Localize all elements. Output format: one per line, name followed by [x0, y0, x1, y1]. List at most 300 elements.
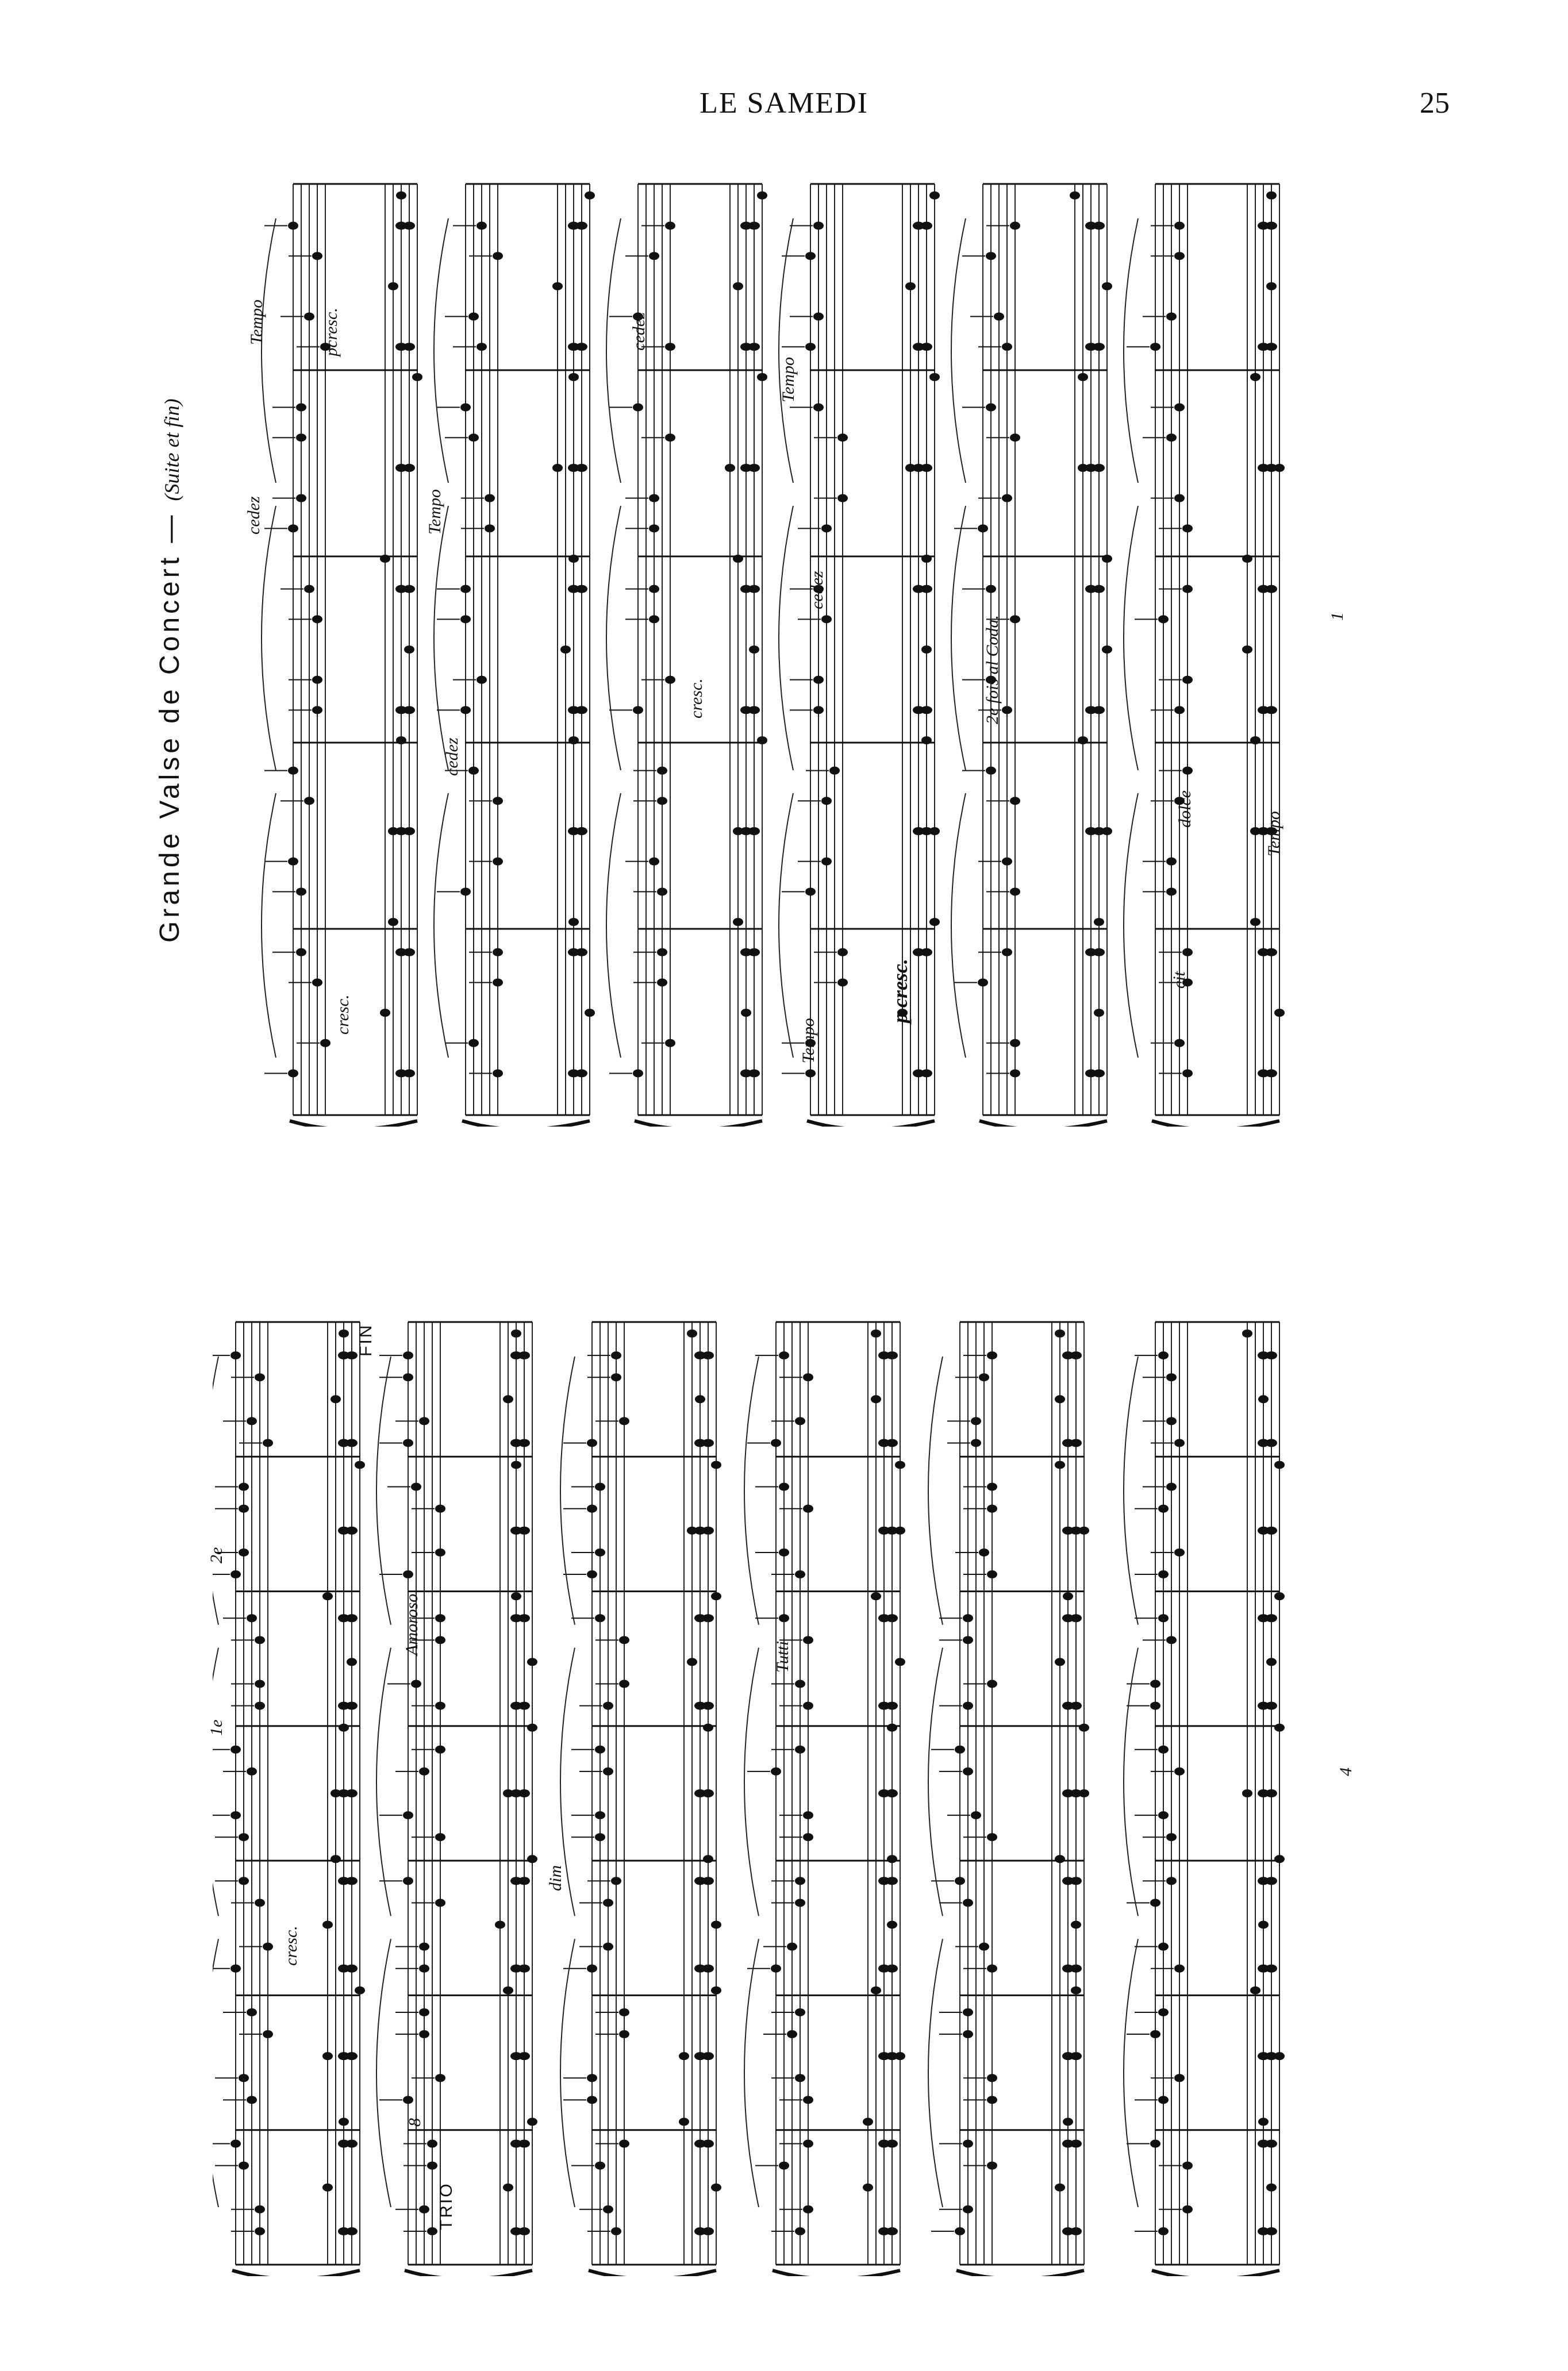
coda-instruction: 2e fois al Coda. [983, 614, 1002, 724]
bass-chord-note [886, 1965, 898, 1973]
notehead [435, 1833, 445, 1841]
notehead [603, 2205, 613, 2214]
notehead [255, 1899, 265, 1907]
notehead [1166, 1636, 1177, 1644]
bass-chord-note [1266, 1702, 1277, 1710]
bass-chord-note [346, 1614, 358, 1622]
bass-chord-note [1070, 2052, 1082, 2060]
notehead [837, 948, 848, 956]
notehead [657, 767, 667, 775]
notehead [611, 1351, 621, 1359]
grand-staff [376, 1322, 537, 2276]
notehead [1158, 1570, 1169, 1578]
tempo-mark: Tempo [247, 299, 266, 345]
bass-chord-note [576, 464, 587, 472]
notehead [987, 1483, 997, 1491]
bass-chord-note [346, 1351, 358, 1359]
bass-chord-note [702, 1702, 714, 1710]
notehead [987, 2074, 997, 2082]
notehead [255, 1702, 265, 1710]
notehead [1166, 887, 1177, 896]
notehead [595, 1833, 605, 1841]
fingering-mark: 1 [1328, 612, 1347, 621]
notehead [1182, 585, 1193, 593]
notehead [1010, 615, 1020, 623]
notehead [230, 1570, 241, 1578]
dynamic-mark: dim [546, 1865, 565, 1891]
notehead [955, 2227, 965, 2235]
notehead [355, 1986, 365, 1995]
piece-title-main: Grande Valse de Concert — [155, 512, 185, 943]
notehead [929, 918, 940, 926]
cedez-mark: cedez [244, 496, 263, 535]
notehead [427, 2227, 437, 2235]
notehead [1174, 494, 1185, 502]
notehead [1158, 615, 1169, 623]
notehead [711, 1461, 721, 1469]
bass-chord-note [1266, 1614, 1277, 1622]
notehead [619, 2030, 629, 2038]
bass-chord-note [886, 2140, 898, 2148]
notehead [312, 676, 322, 684]
notehead [255, 1636, 265, 1644]
notehead [435, 1505, 445, 1513]
notehead [403, 1351, 413, 1359]
bass-chord-note [702, 1527, 714, 1535]
notehead [603, 1943, 613, 1951]
phrase-slur [928, 1356, 943, 1625]
notehead [633, 706, 643, 714]
notehead [296, 948, 306, 956]
bass-chord-note [886, 1527, 898, 1535]
notehead [493, 1069, 503, 1077]
notehead [821, 615, 832, 623]
phrase-slur [434, 506, 448, 770]
bass-chord-note [1266, 1069, 1277, 1077]
notehead [568, 373, 579, 381]
notehead [665, 676, 675, 684]
notehead [239, 1877, 249, 1885]
notehead [987, 1351, 997, 1359]
notehead [803, 1811, 813, 1819]
bass-chord-note [702, 1877, 714, 1885]
notehead [1182, 767, 1193, 775]
notehead [1182, 2205, 1193, 2214]
notehead [733, 555, 743, 563]
notehead [1266, 282, 1277, 290]
bass-chord-note [1266, 2052, 1277, 2060]
notehead [711, 2184, 721, 2192]
notehead [979, 1373, 989, 1381]
notehead [468, 1039, 479, 1047]
notehead [230, 1811, 241, 1819]
bass-chord-note [518, 1614, 530, 1622]
notehead [568, 555, 579, 563]
notehead [239, 2074, 249, 2082]
bass-chord-note [1266, 2140, 1277, 2148]
grand-staff [1124, 184, 1285, 1127]
phrase-slur [213, 1939, 218, 2207]
notehead [1094, 918, 1104, 926]
bass-chord-note [1070, 1965, 1082, 1973]
system-brace [589, 2270, 716, 2276]
notehead [435, 1636, 445, 1644]
volta-first: 1e [207, 1719, 226, 1736]
notehead [1063, 2118, 1073, 2126]
notehead [1250, 918, 1260, 926]
bass-chord-note [1266, 2227, 1277, 2235]
notehead [296, 887, 306, 896]
notehead [687, 1658, 697, 1666]
bass-chord-note [886, 2052, 898, 2060]
notehead [1150, 1680, 1160, 1688]
notehead [511, 1592, 521, 1600]
notehead [978, 978, 988, 986]
notehead [476, 676, 487, 684]
bass-chord-note [1070, 1702, 1082, 1710]
notehead [230, 1351, 241, 1359]
notehead [795, 1570, 805, 1578]
notehead [871, 1395, 881, 1403]
notehead [1002, 706, 1012, 714]
notehead [994, 313, 1004, 321]
notehead [1102, 645, 1112, 654]
phrase-slur [1124, 793, 1138, 1058]
notehead [493, 978, 503, 986]
grand-staff [560, 1322, 721, 2276]
tempo-mark: Tempo [799, 1018, 818, 1063]
dynamic-mark: cresc. [333, 994, 352, 1035]
bass-chord-note [1266, 1877, 1277, 1885]
phrase-slur [606, 218, 621, 483]
notehead [339, 2118, 349, 2126]
notehead [1266, 2184, 1277, 2192]
bass-chord-note [1266, 1527, 1277, 1535]
notehead [320, 1039, 330, 1047]
bass-chord-note [921, 222, 932, 230]
notehead [679, 2118, 689, 2126]
bass-chord-note [576, 222, 587, 230]
notehead [795, 2227, 805, 2235]
notehead [485, 494, 495, 502]
notehead [987, 1965, 997, 1973]
notehead [230, 1965, 241, 1973]
notehead [987, 1505, 997, 1513]
notehead [404, 645, 414, 654]
bass-chord-note [576, 585, 587, 593]
notehead [403, 1373, 413, 1381]
notehead [435, 1702, 445, 1710]
notehead [403, 1877, 413, 1885]
bass-chord-note [576, 948, 587, 956]
notehead [603, 1899, 613, 1907]
bass-chord-note [403, 827, 415, 835]
phrase-slur [779, 793, 793, 1058]
notehead [803, 1373, 813, 1381]
dynamic-mark: pcresc. [322, 308, 341, 356]
notehead [829, 767, 840, 775]
notehead [921, 736, 932, 744]
notehead [795, 1680, 805, 1688]
notehead [247, 1767, 257, 1776]
notehead [1242, 555, 1252, 563]
bass-chord-note [1070, 2227, 1082, 2235]
system-brace [956, 2270, 1084, 2276]
bass-chord-note [921, 343, 932, 351]
bass-chord-note [346, 1527, 358, 1535]
notehead [733, 282, 743, 290]
tempo-mark: Tempo [425, 489, 444, 535]
notehead [296, 494, 306, 502]
notehead [288, 524, 298, 532]
dynamic-mark: cresc. [282, 1926, 301, 1966]
notehead [355, 1461, 365, 1469]
notehead [805, 1069, 816, 1077]
fingering-mark: 4 [1336, 1767, 1355, 1776]
bass-chord-note [1266, 1351, 1277, 1359]
phrase-slur [262, 218, 276, 483]
bass-chord-note [346, 1877, 358, 1885]
bass-chord-note [748, 464, 760, 472]
bass-chord-note [576, 1069, 587, 1077]
bass-chord-note [346, 2140, 358, 2148]
notehead [322, 1921, 333, 1929]
notehead [419, 1417, 429, 1425]
notehead [795, 2008, 805, 2016]
notehead [1258, 2118, 1269, 2126]
notehead [460, 706, 471, 714]
notehead [741, 1009, 751, 1017]
notehead [805, 343, 816, 351]
notehead [987, 2096, 997, 2104]
notehead [863, 2184, 873, 2192]
notehead [1158, 1505, 1169, 1513]
notehead [1002, 948, 1012, 956]
notehead [803, 1505, 813, 1513]
notehead [1174, 1039, 1185, 1047]
notehead [971, 1417, 981, 1425]
notehead [347, 1658, 357, 1666]
notehead [887, 1724, 897, 1732]
notehead [771, 1767, 781, 1776]
notehead [963, 2030, 973, 2038]
bass-chord-note [518, 1702, 530, 1710]
notehead [813, 706, 824, 714]
notehead [813, 222, 824, 230]
notehead [230, 2140, 241, 2148]
notehead [339, 1724, 349, 1732]
notehead [1158, 1351, 1169, 1359]
notehead [986, 252, 996, 260]
cedez-mark: cedez [443, 737, 462, 776]
notehead [813, 313, 824, 321]
notehead [288, 858, 298, 866]
bass-chord-note [576, 343, 587, 351]
bass-chord-note [1093, 948, 1105, 956]
bass-chord-note [1093, 343, 1105, 351]
tutti-mark: Tutti [773, 1640, 792, 1673]
notehead [619, 1636, 629, 1644]
notehead [649, 615, 659, 623]
bass-chord-note [346, 2227, 358, 2235]
notehead [468, 313, 479, 321]
notehead [419, 2205, 429, 2214]
notehead [779, 1351, 789, 1359]
notehead [435, 1548, 445, 1557]
bass-chord-note [1266, 1439, 1277, 1447]
notehead [1055, 1855, 1065, 1863]
notehead [1242, 1789, 1252, 1797]
phrase-slur [376, 1356, 391, 1625]
notehead [1250, 736, 1260, 744]
notehead [460, 615, 471, 623]
notehead [263, 2030, 273, 2038]
phrase-slur [434, 793, 448, 1058]
bass-chord-note [1266, 343, 1277, 351]
notehead [1094, 1009, 1104, 1017]
notehead [619, 1680, 629, 1688]
phrase-slur [560, 1939, 575, 2207]
bass-chord-note [886, 1439, 898, 1447]
notehead [687, 1329, 697, 1338]
bass-chord-note [403, 948, 415, 956]
notehead [1182, 524, 1193, 532]
notehead [552, 282, 563, 290]
notehead [587, 1965, 597, 1973]
notehead [1158, 1943, 1169, 1951]
notehead [1158, 2008, 1169, 2016]
notehead [568, 918, 579, 926]
bass-chord-note [702, 1614, 714, 1622]
bass-chord-note [518, 1965, 530, 1973]
notehead [1158, 1746, 1169, 1754]
notehead [963, 1636, 973, 1644]
system-brace [773, 2270, 900, 2276]
phrase-slur [779, 218, 793, 483]
notehead [955, 1746, 965, 1754]
trio-label: TRIO [437, 2182, 456, 2230]
notehead [255, 2205, 265, 2214]
notehead [587, 1505, 597, 1513]
notehead [330, 1855, 341, 1863]
notehead [247, 2008, 257, 2016]
notehead [1010, 433, 1020, 441]
bass-chord-note [518, 2227, 530, 2235]
notehead [757, 373, 767, 381]
system-brace [462, 1121, 590, 1127]
notehead [703, 1855, 713, 1863]
bass-chord-note [1070, 1789, 1082, 1797]
notehead [255, 1373, 265, 1381]
notehead [1150, 1702, 1160, 1710]
notehead [963, 2140, 973, 2148]
notehead [665, 433, 675, 441]
notehead [887, 1855, 897, 1863]
notehead [971, 1439, 981, 1447]
notehead [1158, 2227, 1169, 2235]
notehead [703, 1724, 713, 1732]
notehead [1079, 1724, 1089, 1732]
page-number: 25 [1420, 87, 1450, 120]
notehead [863, 2118, 873, 2126]
notehead [771, 1965, 781, 1973]
notehead [460, 887, 471, 896]
notehead [779, 1548, 789, 1557]
notehead [1174, 222, 1185, 230]
notehead [412, 373, 422, 381]
volta-second: 2e [207, 1547, 226, 1563]
bass-chord-note [518, 1439, 530, 1447]
notehead [493, 858, 503, 866]
notehead [511, 1461, 521, 1469]
notehead [560, 645, 571, 654]
notehead [813, 404, 824, 412]
notehead [1166, 313, 1177, 321]
notehead [527, 1855, 537, 1863]
notehead [871, 1592, 881, 1600]
notehead [611, 1373, 621, 1381]
system-brace [232, 2270, 360, 2276]
phrase-slur [1124, 506, 1138, 770]
notehead [1102, 555, 1112, 563]
notehead [611, 2227, 621, 2235]
notehead [986, 404, 996, 412]
notehead [987, 1570, 997, 1578]
notehead [595, 1811, 605, 1819]
notehead [1063, 1592, 1073, 1600]
bass-chord-note [518, 2052, 530, 2060]
notehead [1174, 1439, 1185, 1447]
notehead [312, 978, 322, 986]
notehead [821, 858, 832, 866]
notehead [603, 1767, 613, 1776]
grand-staff [1124, 1322, 1285, 2276]
phrase-slur [376, 1648, 391, 1916]
bass-chord-note [1266, 706, 1277, 714]
notehead [1071, 1986, 1081, 1995]
phrase-slur [779, 506, 793, 770]
bass-chord-note [518, 1351, 530, 1359]
notehead [1250, 373, 1260, 381]
notehead [1174, 404, 1185, 412]
phrase-slur [213, 1648, 218, 1916]
notehead [1055, 1395, 1065, 1403]
notehead [239, 1548, 249, 1557]
bass-chord-note [702, 2140, 714, 2148]
notehead [837, 494, 848, 502]
notehead [503, 1395, 513, 1403]
notehead [1174, 252, 1185, 260]
bass-chord-note [886, 2227, 898, 2235]
notehead [795, 1877, 805, 1885]
notehead [322, 2052, 333, 2060]
system-brace [290, 1121, 417, 1127]
bass-chord-note [748, 343, 760, 351]
notehead [1166, 1373, 1177, 1381]
notehead [322, 1592, 333, 1600]
bass-chord-note [748, 1069, 760, 1077]
notehead [619, 2140, 629, 2148]
notehead [493, 797, 503, 805]
notehead [1250, 1986, 1260, 1995]
notehead [330, 1395, 341, 1403]
expression-mark: Amoroso [402, 1593, 421, 1655]
bass-chord-note [702, 1965, 714, 1973]
bass-chord-note [886, 1877, 898, 1885]
notehead [803, 2205, 813, 2214]
notehead [803, 1702, 813, 1710]
bass-chord-note [346, 1965, 358, 1973]
